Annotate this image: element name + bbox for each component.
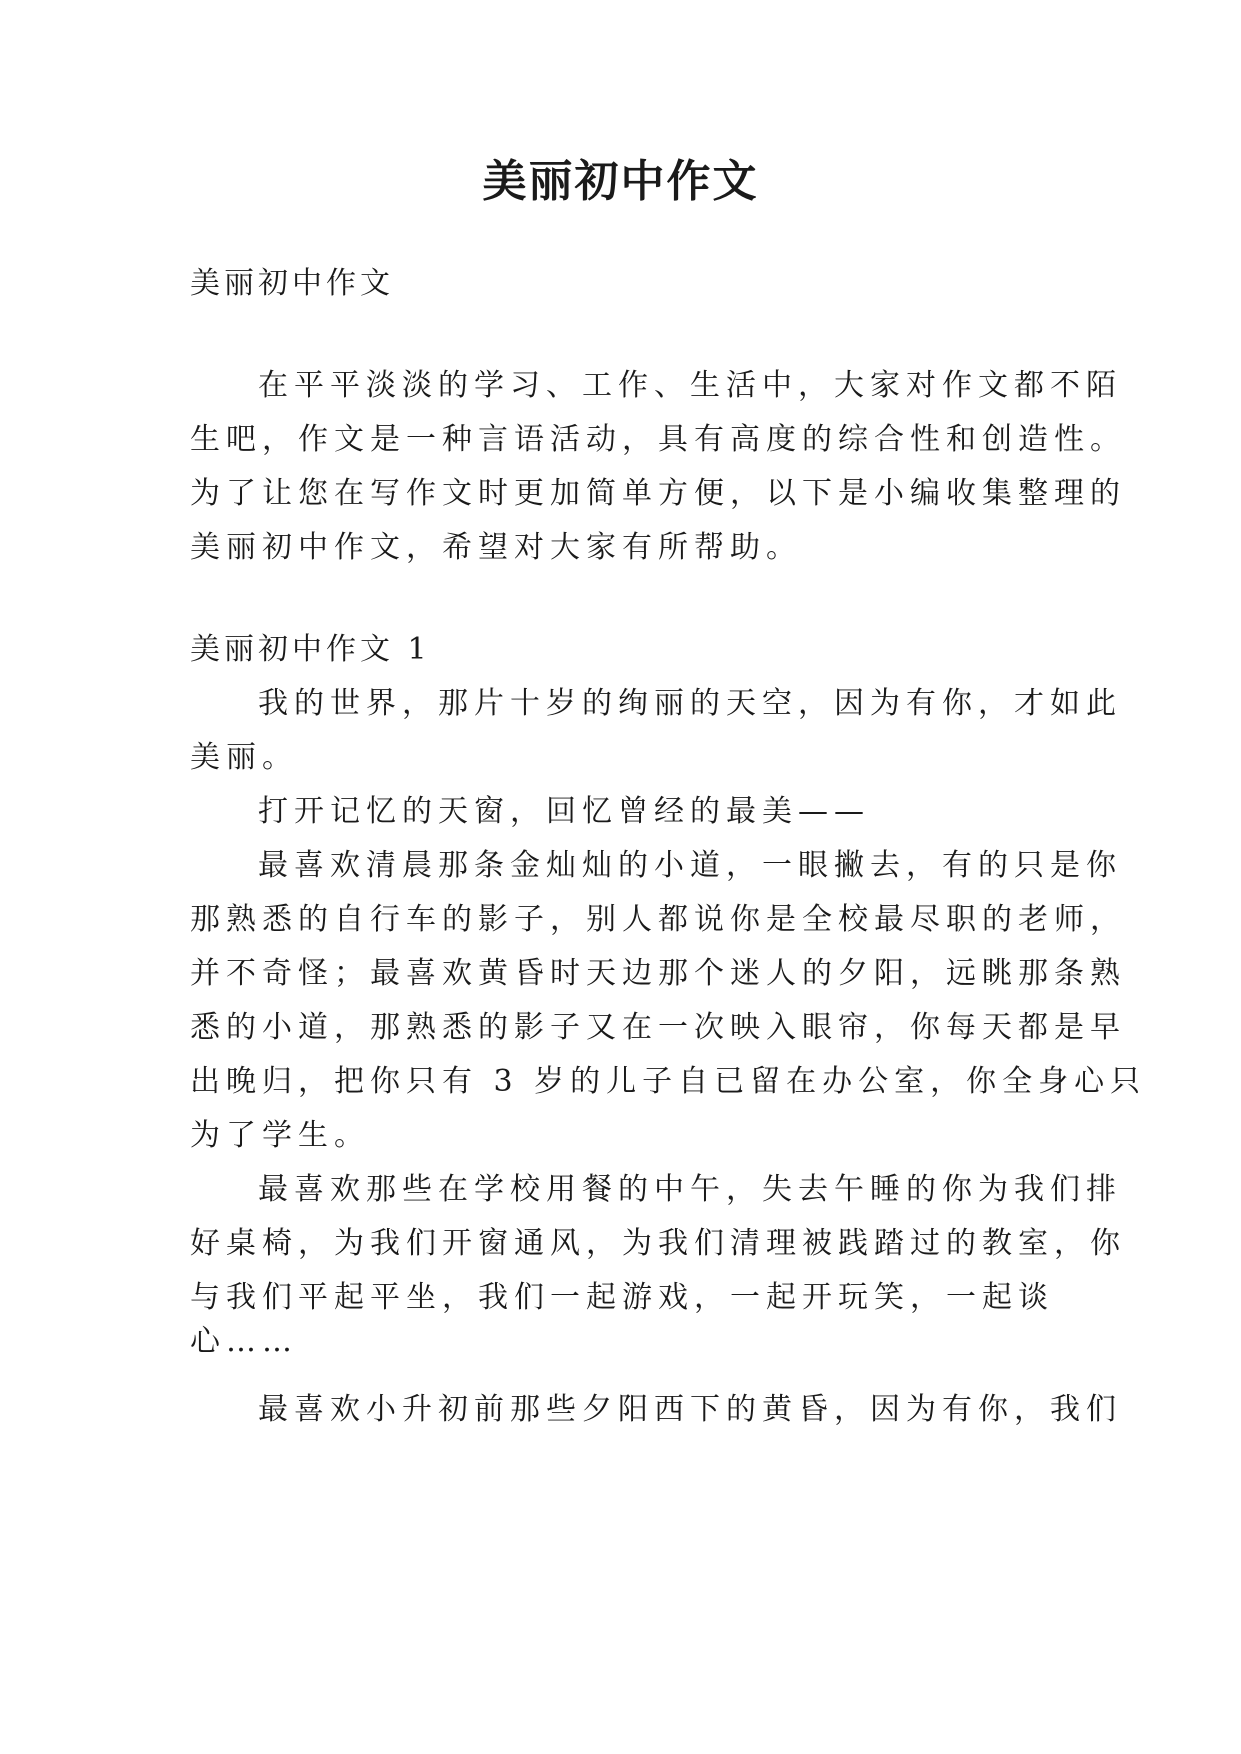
body-line: 打开记忆的天窗，回忆曾经的最美—— bbox=[258, 794, 870, 829]
document-subtitle: 美丽初中作文 bbox=[190, 266, 394, 301]
body-line: 我的世界，那片十岁的绚丽的天空，因为有你，才如此 bbox=[258, 686, 1122, 721]
body-line: 为了学生。 bbox=[190, 1118, 370, 1153]
body-line: 心…… bbox=[190, 1324, 298, 1359]
body-line: 好桌椅，为我们开窗通风，为我们清理被践踏过的教室，你 bbox=[190, 1226, 1126, 1261]
body-line: 出晚归，把你只有 3 岁的儿子自已留在办公室，你全身心只 bbox=[190, 1064, 1147, 1099]
body-line: 与我们平起平坐，我们一起游戏，一起开玩笑，一起谈 bbox=[190, 1280, 1054, 1315]
intro-line: 美丽初中作文，希望对大家有所帮助。 bbox=[190, 530, 802, 565]
body-line: 最喜欢小升初前那些夕阳西下的黄昏，因为有你，我们 bbox=[258, 1392, 1122, 1427]
intro-line: 生吧，作文是一种言语活动，具有高度的综合性和创造性。 bbox=[190, 422, 1126, 457]
body-line: 最喜欢那些在学校用餐的中午，失去午睡的你为我们排 bbox=[258, 1172, 1122, 1207]
body-line: 悉的小道，那熟悉的影子又在一次映入眼帘，你每天都是早 bbox=[190, 1010, 1126, 1045]
body-line: 美丽。 bbox=[190, 740, 298, 775]
body-line: 那熟悉的自行车的影子，别人都说你是全校最尽职的老师， bbox=[190, 902, 1126, 937]
intro-line: 在平平淡淡的学习、工作、生活中，大家对作文都不陌 bbox=[258, 368, 1122, 403]
body-line: 最喜欢清晨那条金灿灿的小道，一眼撇去，有的只是你 bbox=[258, 848, 1122, 883]
intro-line: 为了让您在写作文时更加简单方便，以下是小编收集整理的 bbox=[190, 476, 1126, 511]
section-heading: 美丽初中作文 1 bbox=[190, 632, 431, 667]
document-title: 美丽初中作文 bbox=[482, 156, 759, 207]
body-line: 并不奇怪；最喜欢黄昏时天边那个迷人的夕阳，远眺那条熟 bbox=[190, 956, 1126, 991]
